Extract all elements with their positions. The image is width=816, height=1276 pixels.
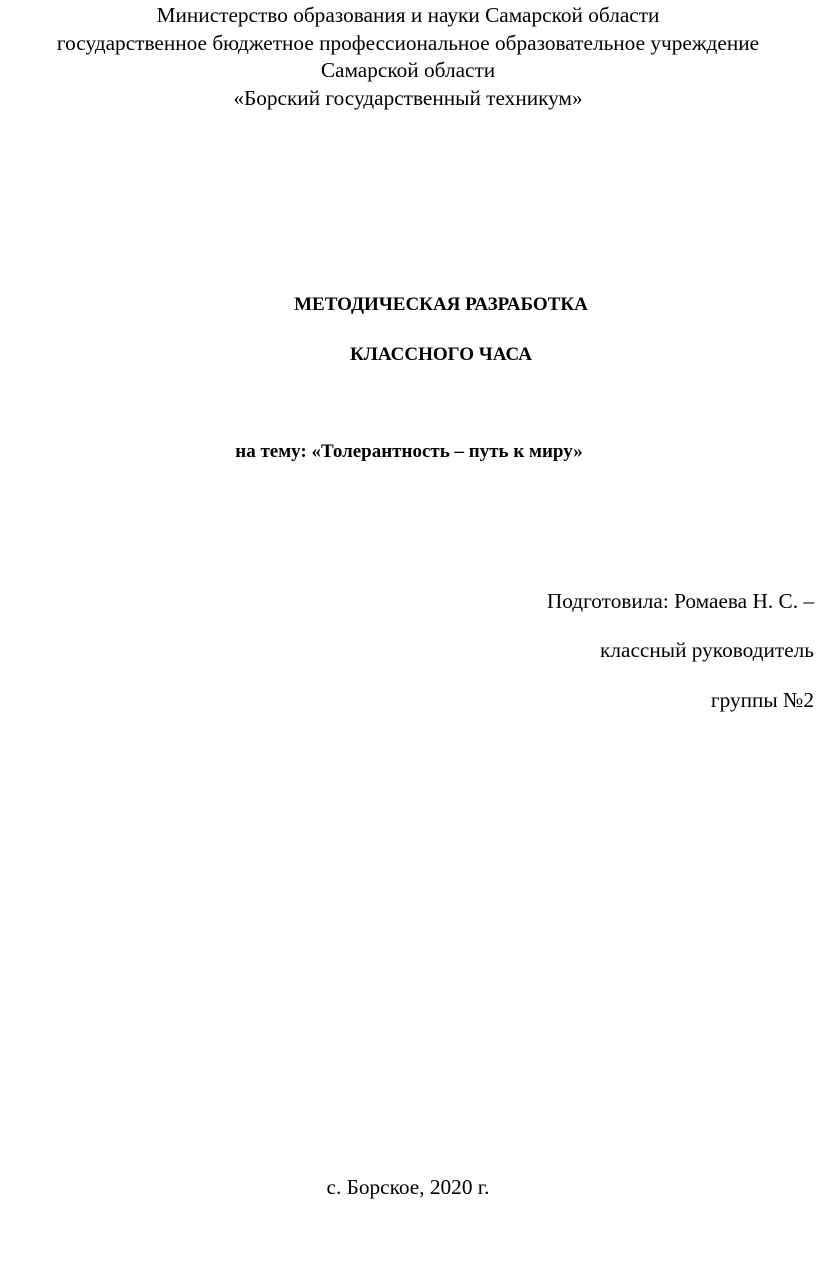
topic-line: на тему: «Толерантность – путь к миру» xyxy=(235,441,583,462)
title-line-2: КЛАССНОГО ЧАСА xyxy=(349,344,533,365)
author-line-1: Подготовила: Ромаева Н. С. – xyxy=(546,589,814,613)
author-line-2: классный руководитель xyxy=(600,638,814,662)
ministry-line: Министерство образования и науки Самарской области xyxy=(156,3,660,27)
institution-type-line: государственное бюджетное профессиональное образовательное учреждение xyxy=(56,31,760,55)
institution-name-line: «Борский государственный техникум» xyxy=(233,86,583,110)
place-year-line: с. Борское, 2020 г. xyxy=(326,1175,490,1199)
region-line: Самарской области xyxy=(320,58,496,82)
title-line-1: МЕТОДИЧЕСКАЯ РАЗРАБОТКА xyxy=(294,294,588,315)
author-line-3: группы №2 xyxy=(710,688,814,712)
